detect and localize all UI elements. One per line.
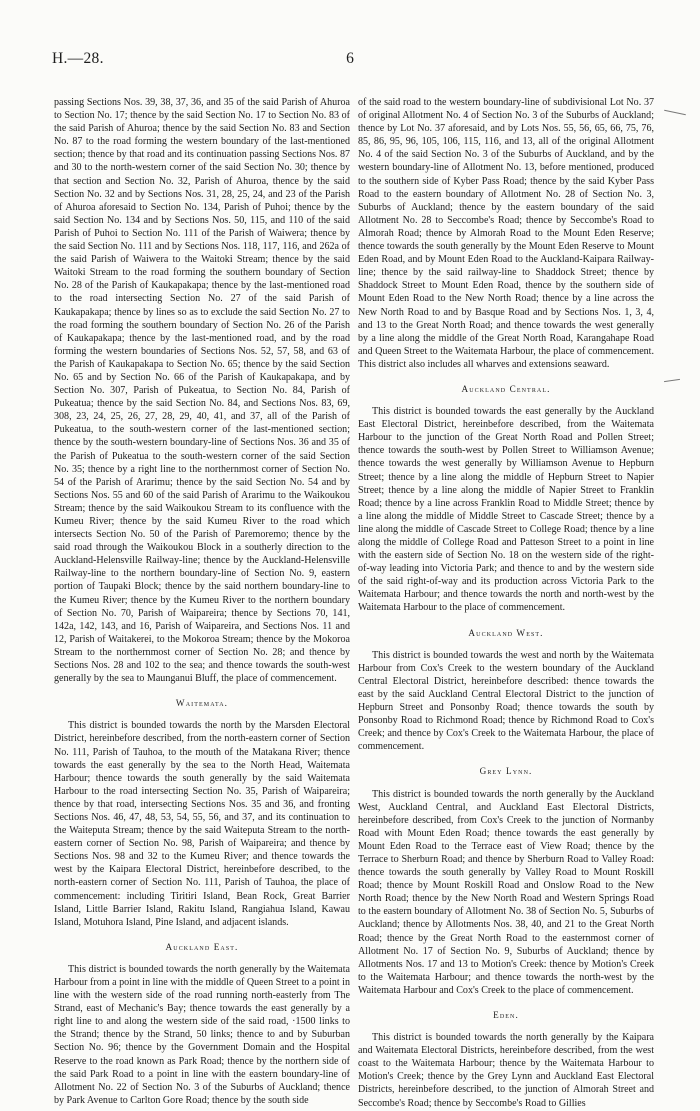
- paragraph-grey-lynn: This district is bounded towards the north generally by the Auckland West, Auckland Central, and Auckland East Electoral Districts, hereinbefore described, from Cox's Creek to the junction of Normanby Road with Mount Eden Road; thence towards the east generally by Mount Eden Road to the Terrace east of View Road; thence by the Terrace to Sherburn Road; and thence by Sherburn Road to Valley Road: thence towards the south generally by Valley Road to Mount Roskill Road; thence by Mount Roskill Road and Onslow Road to the New North Road; thence by the New North Road and Western Springs Road to the eastern boundary of Allotment No. 38 of Section No. 5, Suburbs of Auckland; thence by Allotments Nos. 38, 40, and 21 to the Great North Road; thence by the Great North Road to the easternmost corner of Allotment No. 17 of Section No. 9, Suburbs of Auckland; thence by Allotments Nos. 17 and 13 to Motion's Creek: thence by Motion's Creek to the Waitemata Harbour; and thence towards the north-west by the Waitemata Harbour and Cox's Creek to the place of commencement.: [358, 788, 654, 996]
- section-heading-auckland-central: Auckland Central.: [461, 383, 551, 394]
- paragraph-auckland-east: This district is bounded towards the north generally by the Waitemata Harbour from a point in line with the middle of Queen Street to a point in line with the western side of the road running north-easterly from The Strand, east of Mechanic's Bay; thence towards the east generally by a right line to and along the western side of the said road, ·1500 links to the Strand; thence by the Strand, 50 links; thence to and by Suburban Section No. 96; thence by the Government Domain and the Hospital Reserve to the road known as Park Road; thence by the northern side of the said Park Road to a point in line with the eastern boundary-line of Allotment No. 22 of Section No. 3 of the Suburbs of Auckland; thence by Park Avenue to Carlton Gore Road; thence by the south side: [54, 963, 350, 1106]
- continued-paragraph: passing Sections Nos. 39, 38, 37, 36, and 35 of the said Parish of Ahuroa to Section No. 17; thence by the said Section No. 17 to Section No. 83 of the said Parish of Ahuroa; thence by the said Section No. 83 and Section No. 87 to the road forming the western boundary of the last-mentioned section; thence by that road and its continuation passing Sections Nos. 87 and 30 to the north-western corner of the said Section No. 30; thence by that section and Section No. 32, Parish of Ahuroa, thence by the said Section No. 32 and by Sections Nos. 31, 28, 25, 24, and 23 of the Parish of Ahuroa aforesaid to Section No. 134, Parish of Puhoi; thence by the said Section No. 134 and by Sections Nos. 50, 115, and 110 of the said Parish of Puhoi to Section No. 111 of the Parish of Waiwera; thence by the said Section No. 111 and by Sections Nos. 118, 117, 116, and 262a of the said Parish of Waiwera to the Waitoki Stream; thence by the said Waitoki Stream to the road forming the southern boundary of Section No. 28 of the Parish of Kaukapakapa; thence by the last-mentioned road to the road intersecting Section No. 27 of the said Parish of Kaukapakapa; thence by lines so as to exclude the said Section No. 27 to the road forming the southern boundary of Section No. 26 of the Parish of Kaukapakapa; thence by the last-mentioned road, and by the road forming the western boundaries of Sections Nos. 52, 57, 58, and 63 of the Parish of Kaukapakapa to Section No. 65; thence by the said Section No. 65 and by Section No. 66 of the Parish of Kaukapakapa, and by Section No. 307, Parish of Pukeatua, to Section No. 84, Parish of Pukeatua; thence by the said Section No. 84, and Sections Nos. 83, 69, 308, 23, 24, 25, 26, 27, 28, 29, 40, 41, and 37, all of the Parish of Pukeatua, to the south-western corner of the last-mentioned section; thence by the south-western boundary-line of Sections Nos. 36 and 35 of the Parish of Pukeatua to the south-western corner of the said Section No. 35; thence by a right line to the northernmost corner of Section No. 54 of the Parish of Ararimu; thence by the said Section No. 54 and by Sections Nos. 55 and 60 of the said Parish of Ararimu to the Waikoukou Stream; thence by the said Waikoukou Stream to its confluence with the Kumeu River; thence by the said Kumeu River to the road which intersects Section No. 50 of the Parish of Paremoremo; thence by the said road through the Waikoukou Block in a southerly direction to the Auckland-Helensville Railway-line; thence by the Auckland-Helensville Railway-line to the northern boundary-line of Section No. 9, eastern portion of Taupaki Block; thence by the said northern boundary-line to the Kumeu River; thence by the Kumeu River to the northern boundary of Section No. 70, Parish of Waipareira; thence by Sections 70, 141, 142a, 142, 143, and 16, Parish of Waipareira, and Sections Nos. 11 and 12, Parish of Waitakerei, to the Mokoroa Stream; thence by the Mokoroa Stream to the northernmost corner of Section No. 28; and thence by Sections Nos. 28 and 102 to the sea; and thence towards the south-west generally by the sea to Maunganui Bluff, the place of commencement.: [54, 97, 350, 685]
- margin-mark: [664, 379, 680, 382]
- section-heading-auckland-west: Auckland West.: [468, 627, 544, 638]
- margin-mark: [664, 110, 686, 116]
- section-heading-grey-lynn: Grey Lynn.: [479, 766, 533, 777]
- right-column: [358, 96, 654, 1110]
- section-heading-auckland-east: Auckland East.: [165, 941, 239, 952]
- section-heading-eden: Eden.: [493, 1010, 519, 1020]
- continued-paragraph: of the said road to the western boundary-line of subdivisional Lot No. 37 of original Allotment No. 4 of Section No. 3 of the Suburbs of Auckland; thence by Lot No. 37 aforesaid, and by Lots Nos. 55, 56, 65, 66, 75, 76, 85, 86, 95, 96, 105, 106, 115, 116, and 13, all of the original Allotment No. 4 of the said Section No. 3 of the Suburbs of Auckland, and by the western boundary-line of Allotment No. 13, before mentioned, produced to the southern side of Kyber Pass Road; thence by the said Kyber Pass Road to the eastern boundary of Allotment No. 28 of Section No. 3, Suburbs of Auckland; thence by the eastern boundary of the said Allotment No. 28 to Seccombe's Road; thence by Seccombe's Road to Almorah Road; thence by Almorah Road to the Mount Eden Reserve; thence towards the south generally by the Mount Eden Reserve to Mount Eden Road, and by Mount Eden Road to the Auckland-Kaipara Railway-line; thence by the said railway-line to Shaddock Street; thence by Shaddock Street to Mount Eden Road, thence by the southern side of Mount Eden Road to the New North Road; thence by a line across the New North Road to and by Basque Road and by Sections Nos. 1, 3, 4, and 13 to the Great North Road; and thence towards the west generally by a line along the middle of the Great North Road, Karangahape Road and Queen Street to the Waitemata Harbour, the place of commencement. This district also includes all wharves and extensions seaward.: [358, 97, 654, 370]
- section-heading-waitemata: Waitemata.: [175, 698, 229, 709]
- left-column: [54, 96, 350, 1107]
- document-reference: H.—28.: [52, 50, 104, 67]
- page-number: 6: [346, 50, 354, 67]
- paragraph-auckland-central: This district is bounded towards the east generally by the Auckland East Electoral District, hereinbefore described, from the Waitemata Harbour to the junction of the Great North Road and Pollen Street; thence towards the south-west by Pollen Street to Williamson Avenue; thence towards the west generally by Williamson Avenue to Hepburn Street; thence by a line along the middle of Hepburn Street to Napier Street; thence by a line along the middle of Napier Street to Franklin Road; thence by a line across Franklin Road to Middle Street; thence by a line along the middle of Middle Street to Cascade Street; thence by a line along the middle of Cascade Street to College Road; thence by a line along the middle of College Road and Patteson Street to a point in line with the eastern side of Section No. 18 on the western side of the right-of-way leading into Victoria Park; and thence to and by the western side of the said right-of-way and its production across Victoria Park to the Waitemata Harbour; and thence towards the north and north-west by the Waitemata Harbour to the place of commencement.: [358, 406, 654, 614]
- paragraph-auckland-west: This district is bounded towards the west and north by the Waitemata Harbour from Cox's Creek to the western boundary of the Auckland Central Electoral District, hereinbefore described: thence towards the east by the said Auckland Central Electoral District to the junction of Hepburn Street and Ponsonby Road; thence towards the south by Ponsonby Road to Richmond Road; thence by Richmond Road to Cox's Creek; and thence by Cox's Creek to the Waitemata Harbour, the place of commencement.: [358, 649, 654, 753]
- paragraph-waitemata: This district is bounded towards the north by the Marsden Electoral District, hereinbefore described, from the north-eastern corner of Section No. 111, Parish of Tauhoa, to the mouth of the Matakana River; thence towards the east generally by the sea to the North Head, Waitemata Harbour; thence towards the south generally by the said Waitemata Harbour to the road intersecting Section No. 35, Parish of Waipareira; thence by that road, intersecting Sections Nos. 35 and 36, and fronting Sections Nos. 46, 47, 48, 53, 54, 55, 56, and 37, and its continuation to the Waiteputa Stream; thence by the said Waiteputa Stream to the north-eastern corner of Section No. 98, Parish of Waipareira; and thence by Sections Nos. 98 and 32 to the Kumeu River; and thence towards the west by the Kaipara Electoral District, hereinbefore described, to the north-eastern corner of Section No. 111, Parish of Tauhoa, the place of commencement: including Tiritiri Island, Bean Rock, Great Barrier Island, Little Barrier Island, Rakitu Island, Rangiahua Island, Kawau Island, Motuhora Island, Pine Island, and adjacent islands.: [54, 720, 350, 928]
- page-header: [52, 50, 648, 76]
- paragraph-eden: This district is bounded towards the north generally by the Kaipara and Waitemata Electoral Districts, hereinbefore described, from the west coast to the Waitemata Harbour; thence by the Waitemata Harbour to Motion's Creek; thence by the Grey Lynn and Auckland East Electoral Districts, hereinbefore described, to the junction of Almorah Street and Seccombe's Road; thence by Seccombe's Road to Gillies: [358, 1032, 654, 1109]
